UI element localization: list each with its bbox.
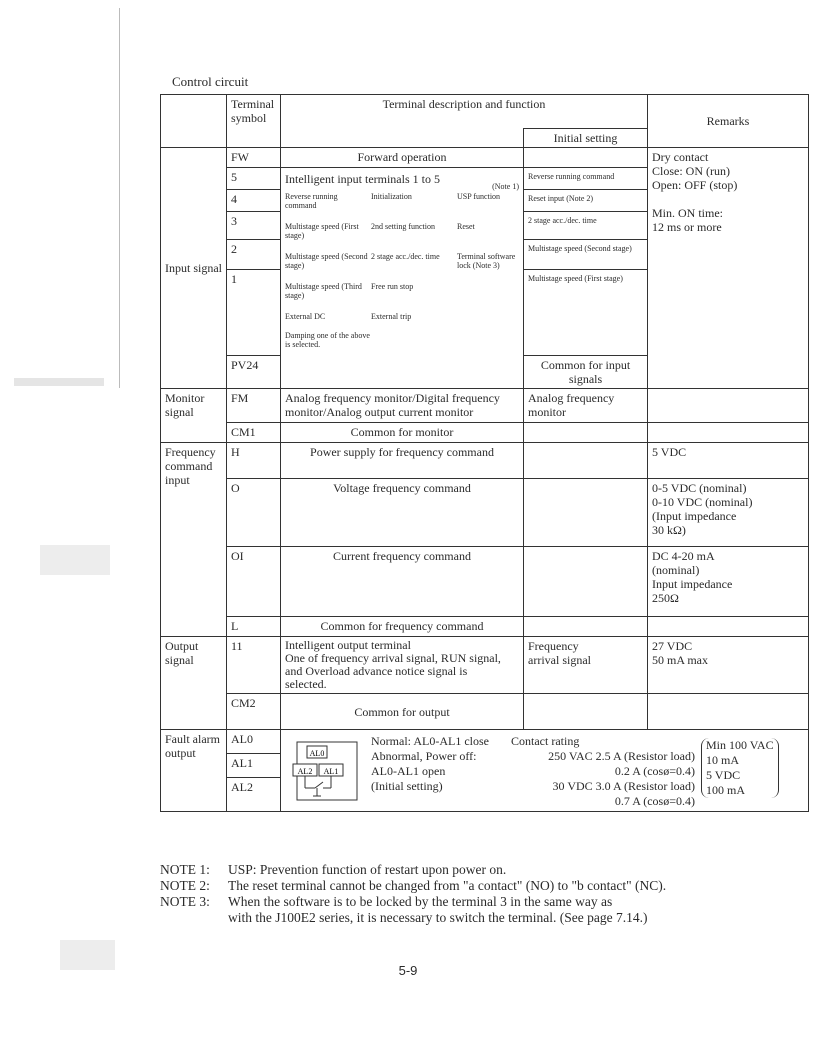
symbol-3: 3 (227, 212, 281, 240)
func-external-dc: External DC (285, 312, 326, 321)
fault-alarm-detail (281, 730, 809, 812)
remark-11: 27 VDC 50 mA max (648, 637, 809, 694)
symbol-al1: AL1 (227, 754, 281, 778)
symbol-al0: AL0 (227, 730, 281, 754)
note-1 (160, 862, 800, 878)
symbol-h: H (227, 443, 281, 479)
symbol-11: 11 (227, 637, 281, 694)
note-label (160, 910, 228, 926)
init-4: Reset input (Note 2) (524, 190, 648, 212)
func-multistage-first: Multistage speed (First stage) (285, 222, 359, 240)
note-label: NOTE 1: (160, 862, 210, 877)
init-11: Frequency arrival signal (524, 637, 648, 694)
header-description: Terminal description and function (281, 95, 648, 129)
init-5: Reverse running command (524, 168, 648, 190)
remark-o: 0-5 VDC (nominal) 0-10 VDC (nominal) (Input impedance 30 kΩ) (648, 479, 809, 547)
binding-margin-line (119, 8, 120, 388)
remark-h: 5 VDC (648, 443, 809, 479)
note-2 (160, 878, 800, 894)
desc-cm2: Common for output (281, 694, 524, 730)
group-output-signal: Output signal (161, 637, 227, 730)
symbol-4: 4 (227, 190, 281, 212)
note-text: with the J100E2 series, it is necessary to switch the terminal. (See page 7.14.) (228, 910, 648, 925)
relay-label-al1: AL1 (323, 767, 339, 776)
intelligent-input-functions (281, 168, 524, 389)
header-terminal-symbol: Terminal symbol (227, 95, 281, 148)
note-text: USP: Prevention function of restart upon power on. (228, 862, 507, 877)
notes-section (160, 862, 800, 926)
symbol-al2: AL2 (227, 778, 281, 812)
group-frequency-command-input: Frequency command input (161, 443, 227, 637)
fault-description (371, 734, 489, 794)
note-text: The reset terminal cannot be changed from "a contact" (NO) to "b contact" (NC). (228, 878, 667, 893)
func-multistage-second: Multistage speed (Second stage) (285, 252, 368, 270)
group-fault-alarm-output: Fault alarm output (161, 730, 227, 812)
note-label: NOTE 3: (160, 894, 210, 909)
desc-oi: Current frequency command (281, 547, 524, 617)
scan-speckle (40, 545, 110, 575)
function-grid (285, 192, 519, 321)
contact-ratings (505, 749, 695, 809)
func-2nd-setting: 2nd setting function (371, 222, 435, 231)
symbol-oi: OI (227, 547, 281, 617)
func-software-lock: Terminal software lock (Note 3) (457, 252, 516, 270)
desc-o: Voltage frequency command (281, 479, 524, 547)
fault-abnormal: Abnormal, Power off: (371, 749, 477, 763)
func-initialization: Initialization (371, 192, 412, 201)
func-multistage-third: Multistage speed (Third stage) (285, 282, 362, 300)
symbol-cm2: CM2 (227, 694, 281, 730)
symbol-o: O (227, 479, 281, 547)
fault-normal: Normal: AL0-AL1 close (371, 734, 489, 748)
control-circuit-table (160, 94, 809, 812)
fault-initial-setting: (Initial setting) (371, 779, 443, 793)
symbol-5: 5 (227, 168, 281, 190)
note1-mark: (Note 1) (492, 182, 519, 191)
func-2stage-accdec: 2 stage acc./dec. time (371, 252, 440, 261)
symbol-fm: FM (227, 389, 281, 423)
symbol-cm1: CM1 (227, 423, 281, 443)
group-input-signal: Input signal (161, 148, 227, 389)
header-blank (161, 95, 227, 148)
relay-contact-diagram (287, 736, 361, 806)
rating-30vdc: 30 VDC 3.0 A (Resistor load) (552, 779, 695, 793)
rating-250vac: 250 VAC 2.5 A (Resistor load) (548, 749, 695, 763)
desc-h: Power supply for frequency command (281, 443, 524, 479)
func-external-trip: External trip (371, 312, 412, 321)
min-100ma: 100 mA (706, 783, 745, 797)
section-heading: Control circuit (172, 74, 249, 89)
min-5vdc: 5 VDC (706, 768, 741, 782)
note-label: NOTE 2: (160, 878, 210, 893)
header-remarks: Remarks (648, 95, 809, 148)
symbol-1: 1 (227, 270, 281, 356)
min-100vac: Min 100 VAC (706, 738, 774, 752)
scan-speckle (14, 378, 104, 386)
min-10ma: 10 mA (706, 753, 739, 767)
desc-pv24: Common for input signals (524, 356, 648, 389)
init-2: Multistage speed (Second stage) (524, 240, 648, 270)
desc-fm: Analog frequency monitor/Digital frequency monitor/Analog output current monitor (281, 389, 524, 423)
page-number: 5-9 (398, 963, 418, 978)
header-initial-setting: Initial setting (524, 129, 648, 148)
relay-label-al0: AL0 (309, 749, 325, 758)
relay-label-al2: AL2 (297, 767, 313, 776)
rating-250vac-inductive: 0.2 A (cosø=0.4) (614, 764, 695, 778)
symbol-l: L (227, 617, 281, 637)
init-fm: Analog frequency monitor (524, 389, 648, 423)
desc-intelligent-inputs: Intelligent input terminals 1 to 5 (285, 172, 440, 186)
symbol-pv24: PV24 (227, 356, 281, 389)
note-text: When the software is to be locked by the terminal 3 in the same way as (228, 894, 613, 909)
desc-l: Common for frequency command (281, 617, 524, 637)
func-free-run-stop: Free run stop (371, 282, 414, 291)
init-1: Multistage speed (First stage) (524, 270, 648, 356)
desc-11: Intelligent output terminal One of frequency arrival signal, RUN signal, and Overload advance notice signal is selected. (281, 637, 524, 694)
input-remarks: Dry contact Close: ON (run) Open: OFF (stop) Min. ON time: 12 ms or more (648, 148, 809, 389)
func-reverse-running: Reverse running command (285, 192, 338, 210)
group-monitor-signal: Monitor signal (161, 389, 227, 443)
func-reset: Reset (457, 222, 475, 231)
symbol-fw: FW (227, 148, 281, 168)
desc-fw: Forward operation (281, 148, 524, 168)
note-3-continued (160, 910, 800, 926)
symbol-2: 2 (227, 240, 281, 270)
fault-open: AL0-AL1 open (371, 764, 446, 778)
rating-30vdc-inductive: 0.7 A (cosø=0.4) (614, 794, 695, 808)
contact-rating-label: Contact rating (511, 734, 580, 748)
function-footer: Damping one of the above is selected. (285, 331, 370, 349)
note-3 (160, 894, 800, 910)
desc-cm1: Common for monitor (281, 423, 524, 443)
init-3: 2 stage acc./dec. time (524, 212, 648, 240)
func-usp: USP function (457, 192, 501, 201)
remark-oi: DC 4-20 mA (nominal) Input impedance 250Ω (648, 547, 809, 617)
minimum-rating (701, 738, 779, 798)
